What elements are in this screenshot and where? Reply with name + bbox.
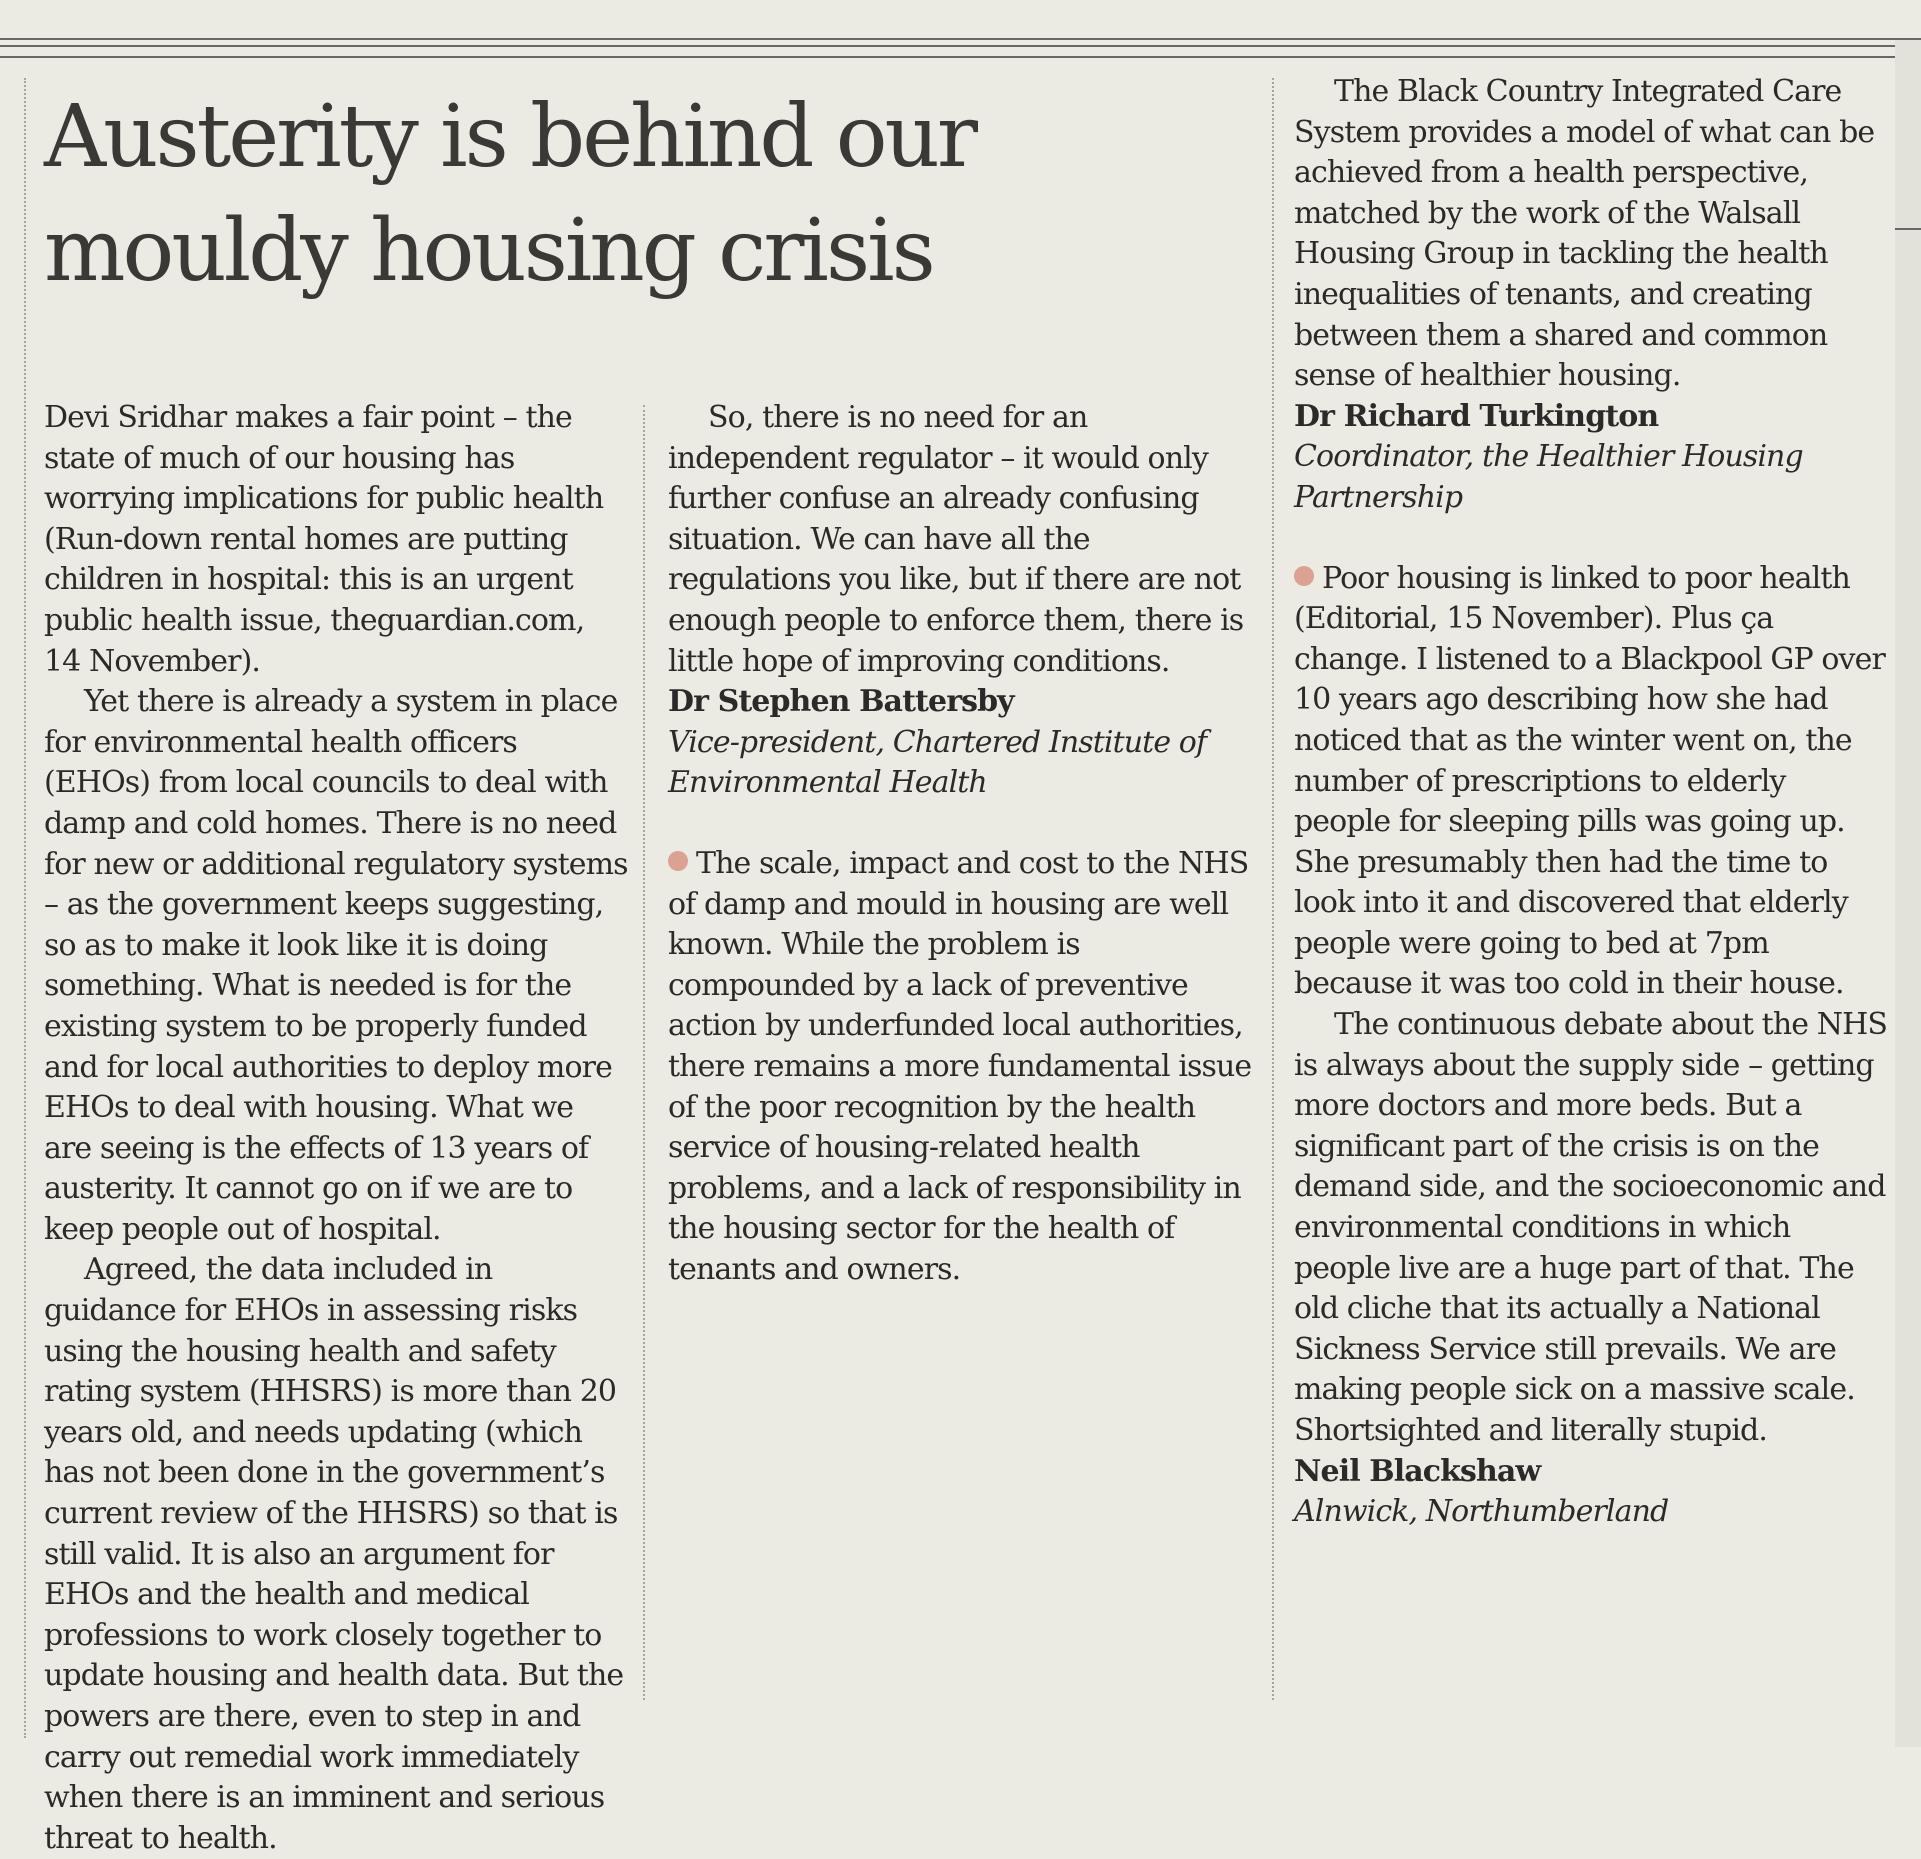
top-rule xyxy=(0,38,1921,47)
headline-line-2: mouldy housing crisis xyxy=(44,201,933,301)
letter-3-signature-role: Alnwick, Northumberland xyxy=(1294,1494,1669,1530)
letter-spacer xyxy=(668,804,1258,844)
letter-2-paragraph-1 xyxy=(668,844,1258,1291)
column-separator-1 xyxy=(643,405,645,1700)
letter-1-signature-role: Vice-president, Chartered Institute of Environmental Health xyxy=(668,724,1207,801)
letter-1-paragraph-4: So, there is no need for an independent regulator – it would only further confuse an already confusing situation. We can have all the regulations you like, but if there are not enough people to enforce them, there is little hope of improving conditions. xyxy=(668,400,1244,679)
letter-2-paragraph-1-text: The scale, impact and cost to the NHS of damp and mould in housing are well known. While the problem is compounded by a lack of preventive action by underfunded local authorities, there remains a more fundamental issue of the poor recognition by the health service of housing-related health problems, and a lack of responsibility in the housing sector for the health of tenants and owners. xyxy=(668,845,1252,1287)
letter-3-signature-name: Neil Blackshaw xyxy=(1294,1453,1541,1489)
letter-3-paragraph-2: The continuous debate about the NHS is always about the supply side – getting more doctors and more beds. But a significant part of the crisis is on the demand side, and the socioeconomic and environmental conditions in which people live are a huge part of that. The old cliche that its actually a National Sickness Service still prevails. We are making people sick on a massive scale. Shortsighted and literally stupid. xyxy=(1294,1007,1888,1448)
adjacent-page-rule xyxy=(1895,228,1921,230)
letter-1-paragraph-1: Devi Sridhar makes a fair point – the state of much of our housing has worrying implications for public health (Run-down rental homes are putting children in hospital: this is an urgent public health issue, theguardian.com, 14 November). xyxy=(44,400,604,679)
left-dotted-rule xyxy=(24,78,26,1738)
column-separator-2 xyxy=(1272,78,1274,1700)
column-3 xyxy=(1294,72,1889,1700)
letter-2-signature-role: Coordinator, the Healthier Housing Partnership xyxy=(1294,439,1803,515)
headline-line-1: Austerity is behind our xyxy=(44,87,976,187)
letter-1-signature-name: Dr Stephen Battersby xyxy=(668,684,1014,720)
letter-3-paragraph-1 xyxy=(1294,559,1889,1006)
top-rule-secondary xyxy=(0,56,1921,58)
column-1 xyxy=(44,398,629,1856)
bullet-icon xyxy=(1294,566,1314,586)
letter-3-paragraph-1-text: Poor housing is linked to poor health (Editorial, 15 November). Plus ça change. I listened to a Blackpool GP over 10 years ago describing how she had noticed that as the winter went on, the number of prescriptions to elderly people for sleeping pills was going up. She presumably then had the time to look into it and discovered that elderly people were going to bed at 7pm because it was too cold in their house. xyxy=(1294,560,1885,1002)
bullet-icon xyxy=(668,851,688,871)
letter-2-paragraph-2: The Black Country Integrated Care System provides a model of what can be achieved from a health perspective, matched by the work of the Walsall Housing Group in tackling the health inequalities of tenants, and creating between them a shared and common sense of healthier housing. xyxy=(1294,74,1875,394)
letter-1-paragraph-2: Yet there is already a system in place for environmental health officers (EHOs) from local councils to deal with damp and cold homes. There is no need for new or additional regulatory systems – as the government keeps suggesting, so as to make it look like it is doing something. What is needed is for the existing system to be properly funded and for local authorities to deploy more EHOs to deal with housing. What we are seeing is the effects of 13 years of austerity. It cannot go on if we are to keep people out of hospital. xyxy=(44,684,628,1247)
headline xyxy=(44,80,975,308)
letter-1-paragraph-3: Agreed, the data included in guidance for EHOs in assessing risks using the housing health and safety rating system (HHSRS) is more than 20 years old, and needs updating (which has not been done in the government’s current review of the HHSRS) so that is still valid. It is also an argument for EHOs and the health and medical professions to work closely together to update housing and health data. But the powers are there, even to step in and carry out remedial work immediately when there is an imminent and serious threat to health. xyxy=(44,1252,624,1856)
letter-spacer xyxy=(1294,519,1889,559)
column-2 xyxy=(668,398,1258,1698)
letter-2-signature-name: Dr Richard Turkington xyxy=(1294,398,1659,434)
letter-1-flow-a xyxy=(44,398,629,1859)
adjacent-page-edge xyxy=(1895,40,1921,1747)
